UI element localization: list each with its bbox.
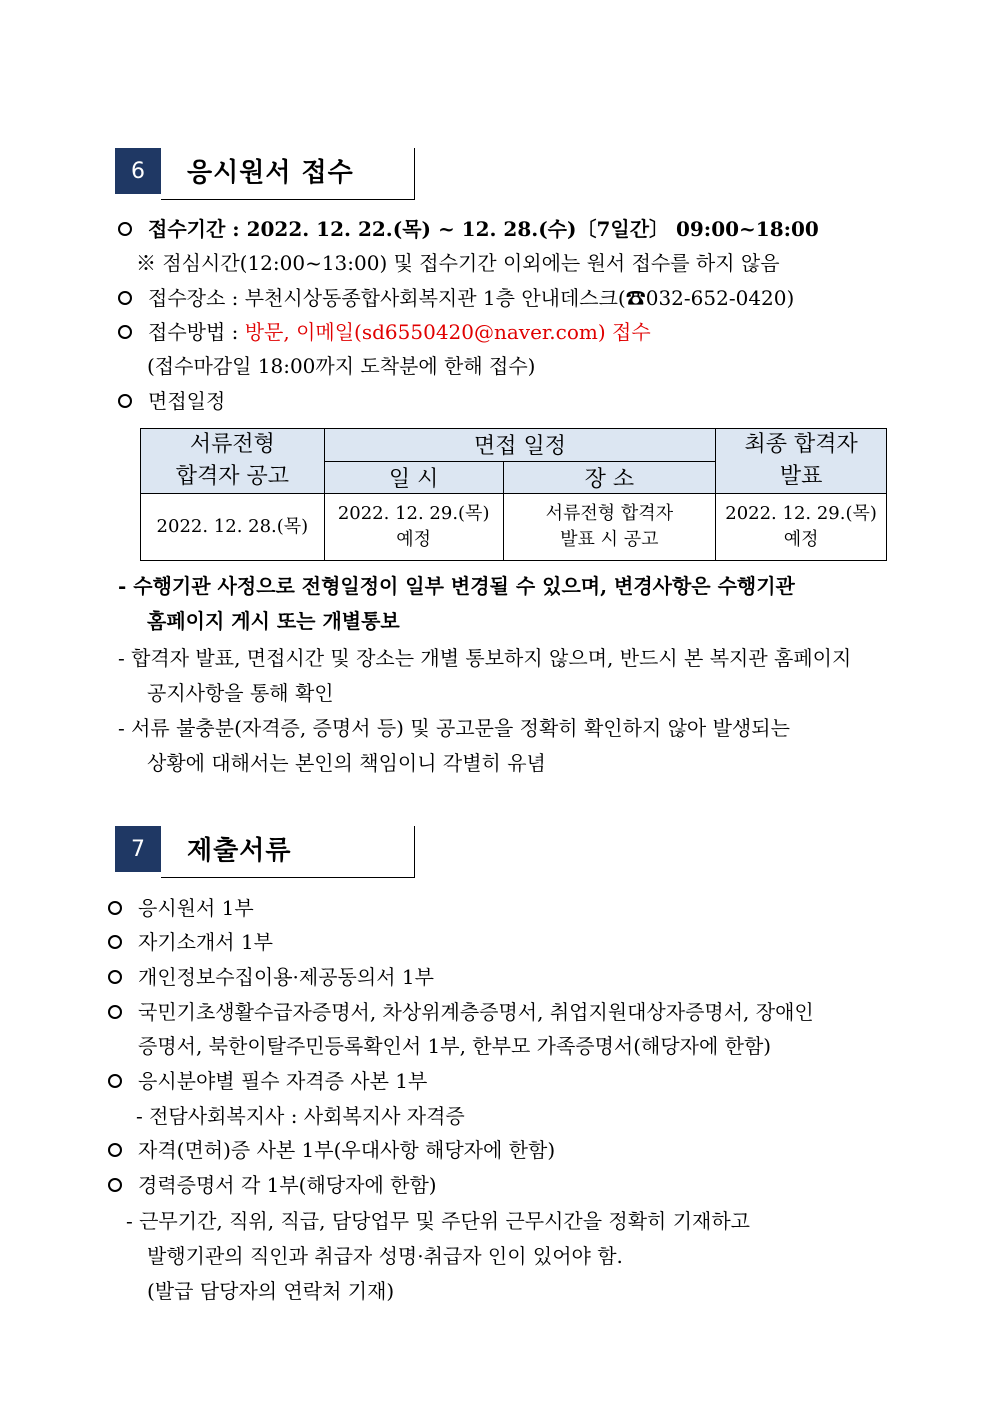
section-7-title: 제출서류 (187, 836, 292, 866)
place-value: : 부천시상동종합사회복지관 1층 안내데스크(☎032-652-0420) (225, 286, 795, 310)
doc-item (108, 1000, 814, 1024)
section-7-header (115, 826, 415, 878)
note3-line1: - 서류 불충분(자격증, 증명서 등) 및 공고문을 정확히 확인하지 않아 발생되는 (118, 716, 790, 740)
doc-item-label: 국민기초생활수급자증명서, 차상위계층증명서, 취업지원대상자증명서, 장애인 (138, 1000, 814, 1024)
circle-bullet-icon (108, 970, 122, 984)
period-value: : 2022. 12. 22.(목) ~ 12. 28.(수)〔7일간〕 09:00~18:00 (225, 217, 819, 241)
circle-bullet-icon (108, 1005, 122, 1019)
header-final-line2: 발표 (779, 464, 823, 489)
period-label: 접수기간 (148, 217, 226, 241)
doc-item (108, 965, 434, 989)
place-line (118, 286, 794, 310)
section-6-header (115, 148, 415, 200)
doc-item (108, 1173, 437, 1197)
circle-bullet-icon (108, 1074, 122, 1088)
doc-item-label: 개인정보수집이용·제공동의서 1부 (138, 965, 434, 989)
note3-line2: 상황에 대해서는 본인의 책임이니 각별히 유념 (147, 751, 546, 775)
final-date-line1: 2022. 12. 29.(목) (725, 503, 877, 524)
section-7-number: 7 (115, 826, 161, 872)
circle-bullet-icon (108, 1178, 122, 1192)
cell-final-date (716, 494, 887, 561)
header-final-result (716, 429, 887, 494)
interview-schedule-table (140, 428, 887, 561)
header-final-line1: 최종 합격자 (744, 432, 858, 457)
lunch-note: ※ 점심시간(12:00~13:00) 및 접수기간 이외에는 원서 접수를 하지 않음 (136, 251, 780, 275)
doc-item-sub: (발급 담당자의 연락처 기재) (147, 1279, 395, 1303)
header-doc-result (141, 429, 325, 494)
section-6-number: 6 (115, 148, 161, 194)
doc-item-sub: - 근무기간, 직위, 직급, 담당업무 및 주단위 근무시간을 정확히 기재하고 (126, 1209, 751, 1233)
interview-label: 면접일정 (148, 389, 226, 413)
doc-item-label: 응시분야별 필수 자격증 사본 1부 (138, 1069, 428, 1093)
interview-place-line1: 서류전형 합격자 (545, 503, 674, 524)
header-place: 장 소 (503, 461, 716, 494)
circle-bullet-icon (108, 901, 122, 915)
cell-interview-date (324, 494, 503, 561)
doc-item-sub: - 전담사회복지사 : 사회복지사 자격증 (136, 1104, 465, 1128)
doc-item-continuation: 증명서, 북한이탈주민등록확인서 1부, 한부모 가족증명서(해당자에 한함) (138, 1034, 772, 1058)
header-date: 일 시 (324, 461, 503, 494)
circle-bullet-icon (118, 394, 132, 408)
doc-item (108, 1069, 427, 1093)
doc-item-sub: 발행기관의 직인과 취급자 성명·취급자 인이 있어야 함. (147, 1244, 623, 1268)
cell-interview-place (503, 494, 716, 561)
circle-bullet-icon (118, 222, 132, 236)
cell-doc-date: 2022. 12. 28.(목) (141, 494, 325, 561)
doc-item-label: 자격(면허)증 사본 1부(우대사항 해당자에 한함) (138, 1138, 556, 1162)
doc-item-label: 응시원서 1부 (138, 896, 254, 920)
interview-date-line1: 2022. 12. 29.(목) (337, 503, 490, 524)
place-label: 접수장소 (148, 286, 226, 310)
doc-item-label: 자기소개서 1부 (138, 930, 274, 954)
section-6-title: 응시원서 접수 (187, 158, 354, 188)
doc-item (108, 930, 273, 954)
note1-line2: 홈페이지 게시 또는 개별통보 (147, 609, 400, 633)
doc-item (108, 896, 254, 920)
note1-line1: - 수행기관 사정으로 전형일정이 일부 변경될 수 있으며, 변경사항은 수행기관 (118, 574, 795, 598)
period-line (118, 217, 819, 241)
deadline-note: (접수마감일 18:00까지 도착분에 한해 접수) (147, 354, 536, 378)
header-doc-line2: 합격자 공고 (175, 464, 290, 489)
interview-line (118, 389, 225, 413)
note2-line2: 공지사항을 통해 확인 (147, 681, 334, 705)
circle-bullet-icon (108, 935, 122, 949)
circle-bullet-icon (118, 325, 132, 339)
doc-item-label: 경력증명서 각 1부(해당자에 한함) (138, 1173, 437, 1197)
method-value: 방문, 이메일(sd6550420@naver.com) 접수 (244, 320, 651, 344)
header-interview: 면접 일정 (324, 429, 715, 462)
circle-bullet-icon (108, 1143, 122, 1157)
doc-item (108, 1138, 555, 1162)
final-date-line2: 예정 (783, 529, 819, 550)
circle-bullet-icon (118, 291, 132, 305)
method-label: 접수방법 : (148, 320, 245, 344)
interview-date-line2: 예정 (396, 529, 432, 550)
interview-place-line2: 발표 시 공고 (560, 529, 659, 550)
method-line (118, 320, 651, 344)
header-doc-line1: 서류전형 (189, 432, 275, 457)
note2-line1: - 합격자 발표, 면접시간 및 장소는 개별 통보하지 않으며, 반드시 본 복지관 홈페이지 (118, 646, 852, 670)
